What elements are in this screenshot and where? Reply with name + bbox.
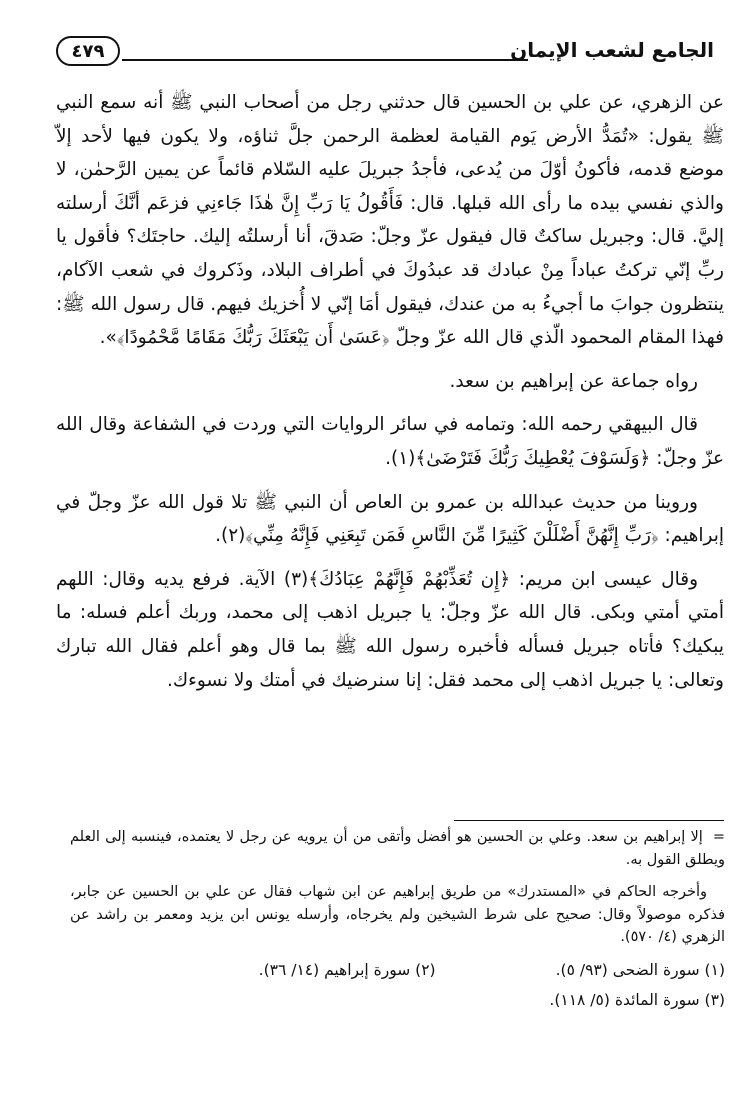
- running-title: الجامع لشعب الإيمان: [510, 38, 714, 62]
- ibn-amr-paragraph: وروينا من حديث عبدالله بن عمرو بن العاص أن النبي ﷺ تلا قول الله عزّ وجلّ في إبراهيم: ﴿رَبِّ إِنَّهُنَّ أَضْلَلْنَ كَثِيرًا مِّنَ النَّاسِ فَمَن تَبِعَنِي فَإِنَّهُ مِنِّي﴾(٢).: [56, 491, 724, 547]
- note-continuation: [70, 826, 725, 871]
- bayhaqi-paragraph: قال البيهقي رحمه الله: وتمامه في سائر الروايات التي وردت في الشفاعة وقال الله عزّ وجلّ: ﴿وَلَسَوْفَ يُعْطِيكَ رَبُّكَ فَتَرْضَىٰ﴾(١).: [56, 414, 724, 469]
- footnote-2: (٢) سورة إبراهيم (١٤/ ٣٦).: [258, 960, 436, 979]
- continuation-text: إلا إبراهيم بن سعد. وعلي بن الحسين هو أفضل وأتقى من أن يرويه عن رجل لا يعتمده، فينسبه إلى العلم ويطلق القول به.: [70, 829, 725, 868]
- footnote-separator: [454, 820, 724, 821]
- hadith-paragraph: عن الزهري، عن علي بن الحسين قال حدثني رجل من أصحاب النبي ﷺ أنه سمع النبي ﷺ يقول: «تُمَدُّ الأرض يَوم القيامة لعظمة الرحمن جلَّ ثناؤه، ولا يكون فيها لأحد إلاّ موضع قدمه، فأكونُ أوّلَ من يُدعى، فأجدُ جبريلَ عليه السّلام قائماً عن يمين الرَّحمٰن، لا والذي نفسي بيده ما رأى الله قبلها. قال: فَأَقُولُ يَا رَبِّ إِنَّ هٰذَا جَاءنِي فزعَم أنَّكَ أرسلته إليَّ. قال: وجبريل ساكتٌ قال فيقول عزّ وجلّ: صَدقَ، أنا أرسلتُه إليك. حاجتَك؟ فأقول يا ربِّ إنّي تركتُ عباداً مِنْ عبادك قد عبدُوكَ في أطراف البلاد، وذَكروك في شعب الآكام، ينتظرون جوابَ ما أجيءُ به من عندك، فيقول أمَا إنّي لا أُخزيك فيهم. قال رسول الله ﷺ: فهذا المقام المحمود الّذي قال الله عزّ وجلّ ﴿عَسَىٰ أَن يَبْعَثَكَ رَبُّكَ مَقَامًا مَّحْمُودًا﴾».: [56, 92, 724, 349]
- header-rule: [122, 59, 528, 61]
- page-header: [56, 26, 718, 76]
- footnote-row: [70, 957, 725, 983]
- main-text: [56, 86, 724, 697]
- page-number: ٤٧٩: [56, 36, 120, 66]
- takhrij-note: وأخرجه الحاكم في «المستدرك» من طريق إبراهيم عن ابن شهاب فقال عن علي بن الحسين عن جابر، فذكره موصولاً وقال: صحيح على شرط الشيخين ولم يخرجاه، وأرسله يونس ابن يزيد ومعمر بن راشد عن الزهري (٤/ ٥٧٠).: [70, 884, 725, 945]
- narration-note: رواه جماعة عن إبراهيم بن سعد.: [449, 370, 698, 392]
- isa-paragraph: وقال عيسى ابن مريم: ﴿إِن تُعَذِّبْهُمْ فَإِنَّهُمْ عِبَادُكَ﴾(٣) الآية. فرفع يديه وقال: اللهم أمتي أمتي وبكى. قال الله عزّ وجلّ: يا جبريل اذهب إلى محمد، وربك أعلم فسله: ما يبكيك؟ فأتاه جبريل فسأله فأخبره رسول الله ﷺ بما قال وهو أعلم فقال الله تبارك وتعالى: يا جبريل اذهب إلى محمد فقل: إنا سنرضيك في أمتك ولا نسوءك.: [56, 568, 724, 691]
- footnote-1: (١) سورة الضحى (٩٣/ ٥).: [555, 960, 725, 979]
- continuation-marker: =: [712, 829, 725, 845]
- notes-section: [70, 826, 725, 1013]
- footnote-3: (٣) سورة المائدة (٥/ ١١٨).: [549, 990, 725, 1009]
